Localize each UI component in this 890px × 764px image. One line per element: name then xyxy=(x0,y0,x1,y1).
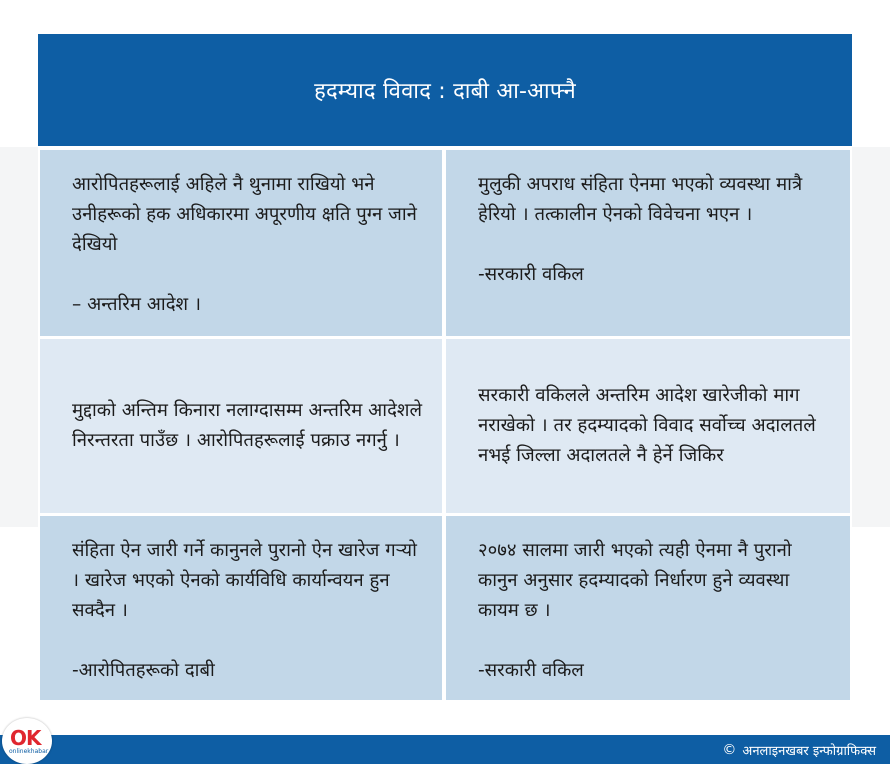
claim-cell-right-2 xyxy=(446,339,850,513)
claim-cell-right-1 xyxy=(446,150,850,336)
claim-source: -आरोपितहरूको दाबी xyxy=(72,660,215,681)
claim-cell-left-3 xyxy=(40,516,442,700)
infographic-title: हदम्याद विवाद : दाबी आ-आफ्नै xyxy=(314,79,576,104)
claim-text: आरोपितहरूलाई अहिले नै थुनामा राखियो भने उनीहरूको हक अधिकारमा अपूरणीय क्षति पुग्न जाने देखियो xyxy=(72,174,417,255)
credit-text: अनलाइनखबर इन्फोग्राफिक्स xyxy=(742,743,876,759)
claim-cell-left-1 xyxy=(40,150,442,336)
title-bar xyxy=(38,34,852,146)
claim-source: -सरकारी वकिल xyxy=(478,660,584,681)
claim-text: २०७४ सालमा जारी भएको त्यही ऐनमा नै पुरानो कानुन अनुसार हदम्यादको निर्धारण हुने व्यवस्था कायम छ । xyxy=(478,540,792,621)
claim-cell-left-2 xyxy=(40,339,442,513)
claim-text: मुलुकी अपराध संहिता ऐनमा भएको व्यवस्था मात्रै हेरियो । तत्कालीन ऐनको विवेचना भएन । xyxy=(478,174,803,225)
infographic-card xyxy=(38,34,852,702)
claim-text: संहिता ऐन जारी गर्ने कानुनले पुरानो ऐन खारेज गर्‍यो । खारेज भएको ऐनको कार्यविधि कार्यान्वयन हुन सक्दैन । xyxy=(72,540,417,621)
claim-text: सरकारी वकिलले अन्तरिम आदेश खारेजीको माग नराखेको । तर हदम्यादको विवाद सर्वोच्च अदालतले नभई जिल्ला अदालतले नै हेर्ने जिकिर xyxy=(478,385,816,466)
claim-source: -सरकारी वकिल xyxy=(478,264,584,285)
claim-text: मुद्दाको अन्तिम किनारा नलाग्दासम्म अन्तरिम आदेशले निरन्तरता पाउँछ । आरोपितहरूलाई पक्राउ नगर्नु । xyxy=(72,400,423,451)
footer-credit xyxy=(722,735,876,764)
claim-source: – अन्तरिम आदेश । xyxy=(72,294,202,315)
logo-mark: OK xyxy=(10,726,41,750)
copyright-icon: © xyxy=(722,741,737,758)
claim-cell-right-3 xyxy=(446,516,850,700)
onlinekhabar-logo xyxy=(2,718,52,764)
logo-wordmark: onlinekhabar xyxy=(9,748,49,755)
